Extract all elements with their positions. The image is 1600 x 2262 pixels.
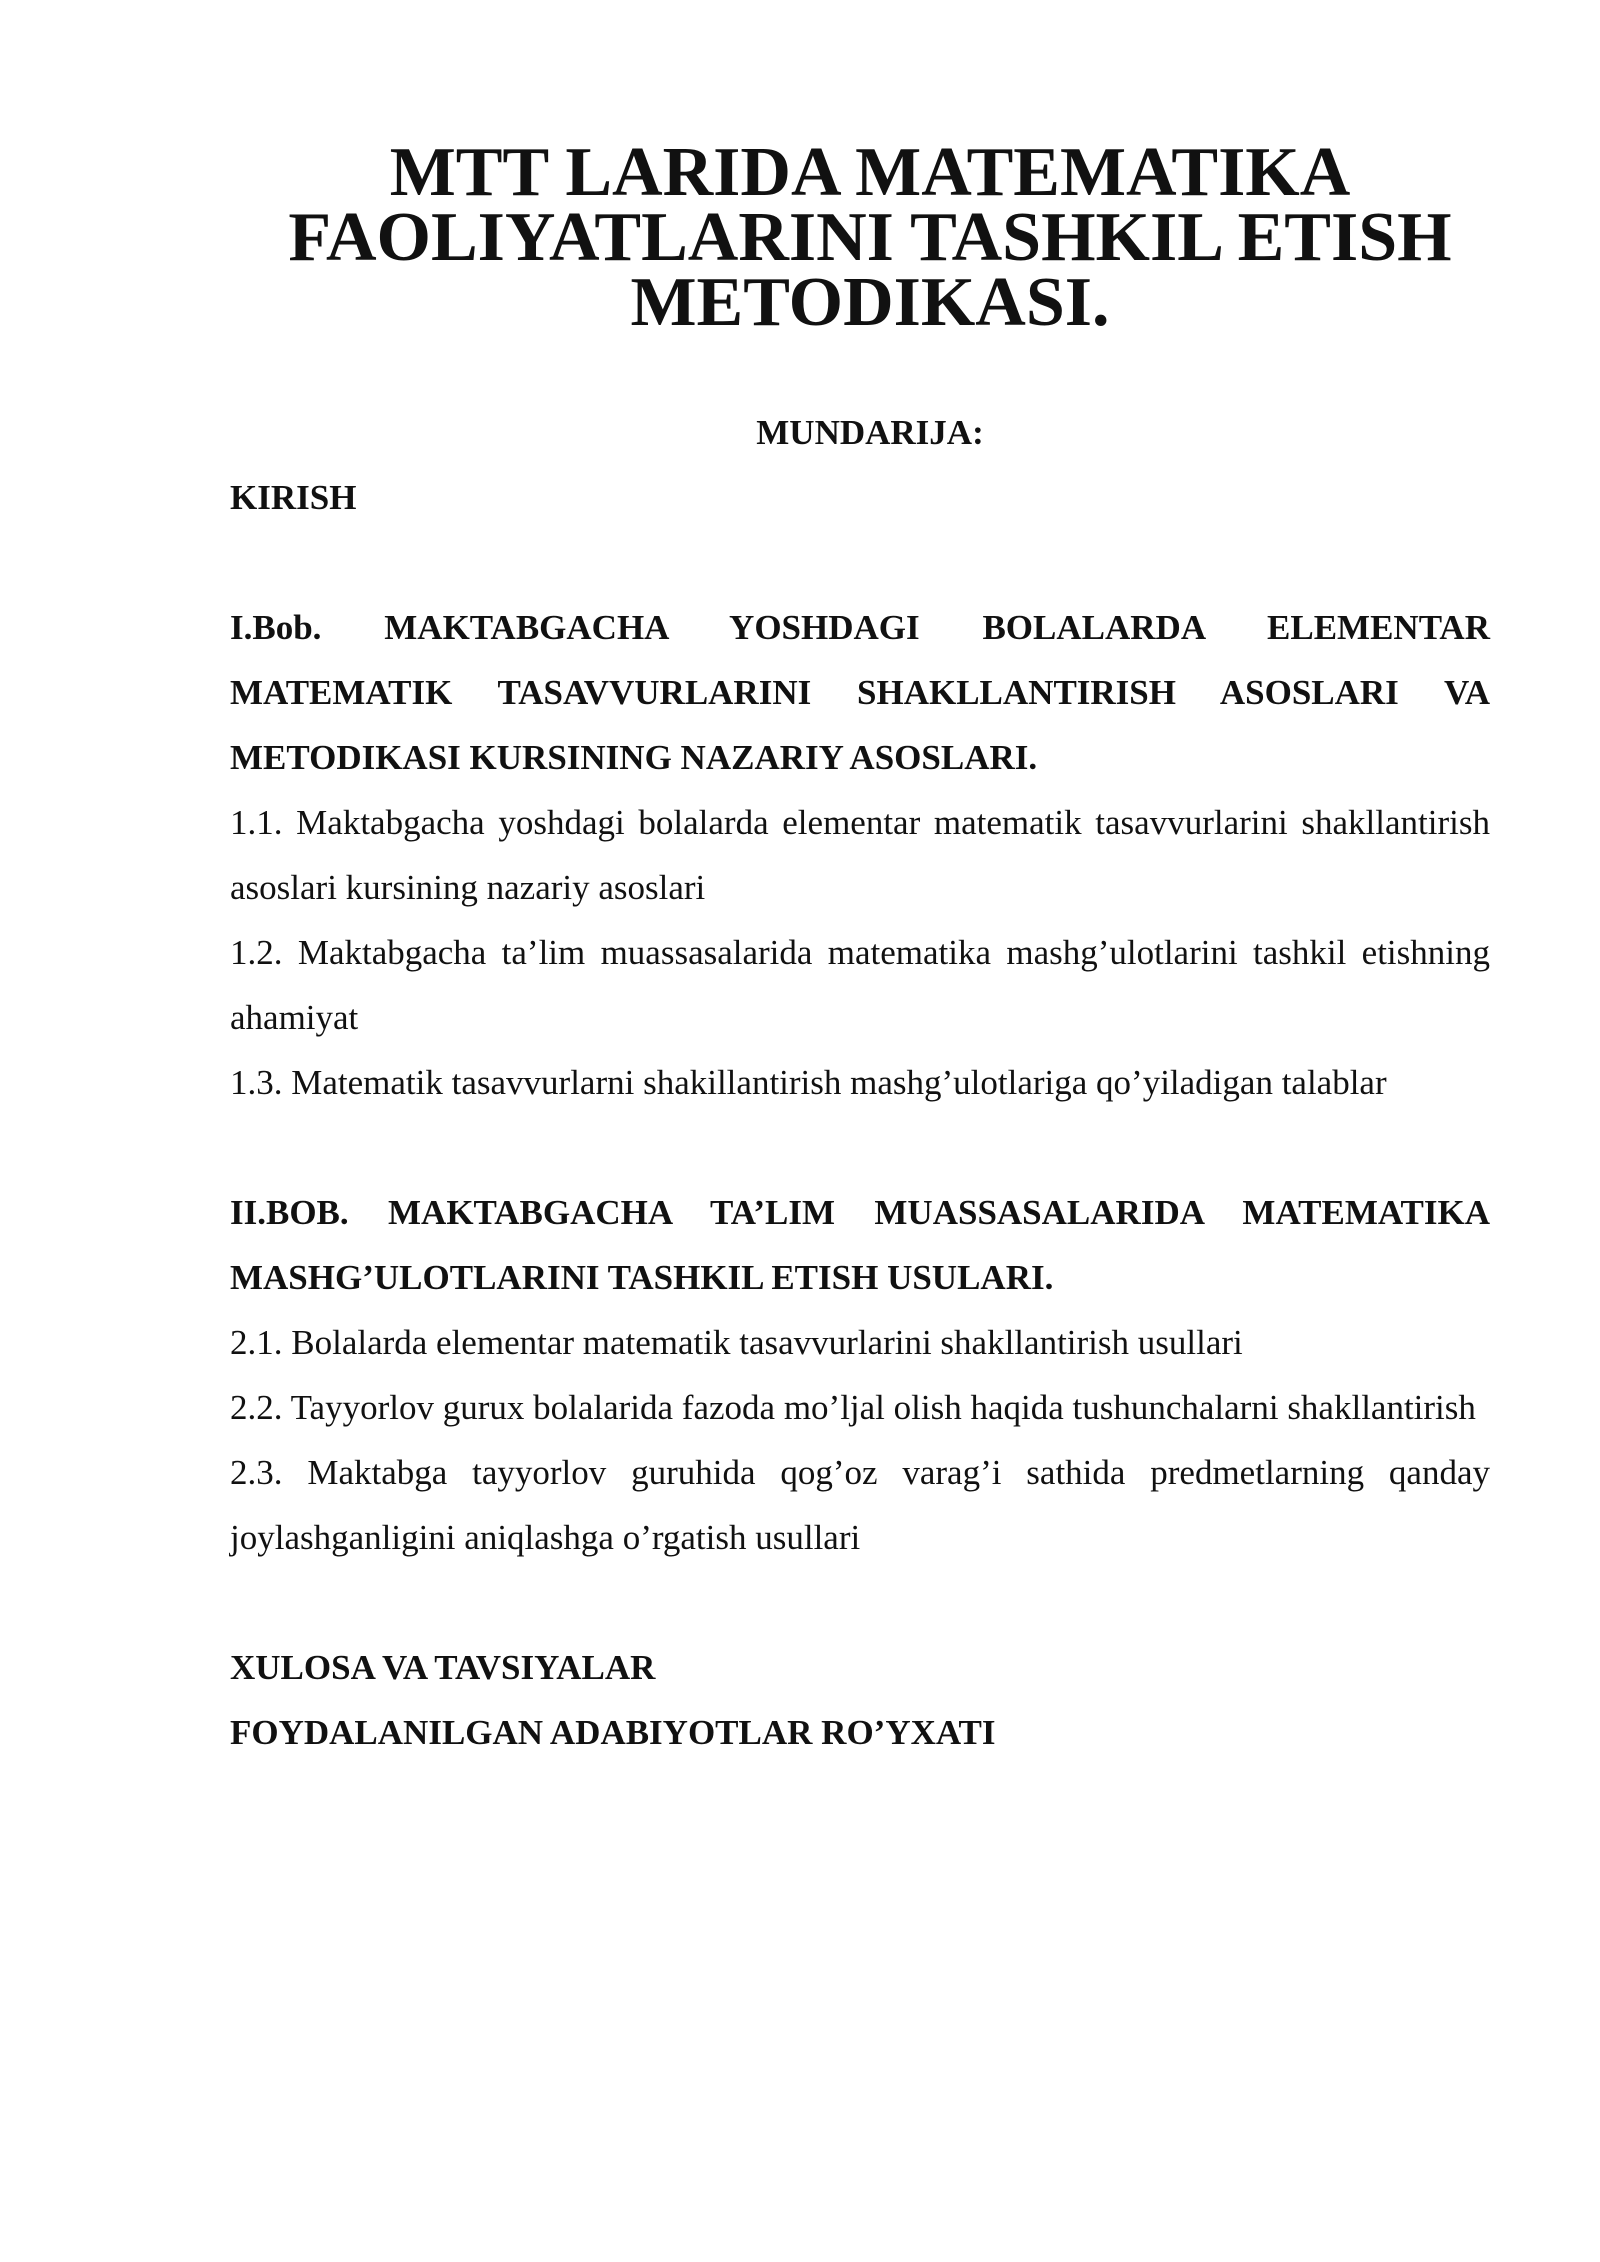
chapter-1 [230,595,1490,1115]
toc-heading: MUNDARIJA: [756,413,984,452]
toc-item-1-2: 1.2. Maktabgacha ta’lim muassasalarida matematika mashg’ulotlarini tashkil etishning ahamiyat [230,933,1490,1037]
document-title-line-1: MTT LARIDA MATEMATIKA FAOLIYATLARINI TASHKIL ETISH [288,134,1452,276]
document-content [230,134,1490,1765]
toc-item-1-1: 1.1. Maktabgacha yoshdagi bolalarda elementar matematik tasavvurlarini shakllantirish asoslari kursining nazariy asoslari [230,803,1490,907]
chapter-2 [230,1180,1490,1570]
spacer [230,1570,1490,1635]
toc-item-2-1: 2.1. Bolalarda elementar matematik tasavvurlarini shakllantirish usullari [230,1323,1243,1362]
toc-item-2-3: 2.3. Maktabga tayyorlov guruhida qog’oz varag’i sathida predmetlarning qanday joylashganligini aniqlashga o’rgatish usullari [230,1453,1490,1557]
chapter-2-heading: II.BOB. MAKTABGACHA TA’LIM MUASSASALARIDA MATEMATIKA MASHG’ULOTLARINI TASHKIL ETISH USULARI. [230,1193,1490,1297]
spacer [230,530,1490,595]
document-title-line-2: METODIKASI. [630,264,1110,341]
chapter-1-heading: I.Bob. MAKTABGACHA YOSHDAGI BOLALARDA ELEMENTAR MATEMATIK TASAVVURLARINI SHAKLLANTIRISH ASOSLARI VA METODIKASI KURSINING NAZARIY ASOSLARI. [230,608,1490,777]
spacer [230,1115,1490,1180]
toc-conclusion: XULOSA VA TAVSIYALAR [230,1648,656,1687]
toc-item-2-2: 2.2. Tayyorlov gurux bolalarida fazoda mo’ljal olish haqida tushunchalarni shakllantirish [230,1388,1476,1427]
toc-intro: KIRISH [230,478,357,517]
toc-item-1-3: 1.3. Matematik tasavvurlarni shakillantirish mashg’ulotlariga qo’yiladigan talablar [230,1063,1387,1102]
toc-references: FOYDALANILGAN ADABIYOTLAR RO’YXATI [230,1713,996,1752]
document-title [230,134,1490,341]
